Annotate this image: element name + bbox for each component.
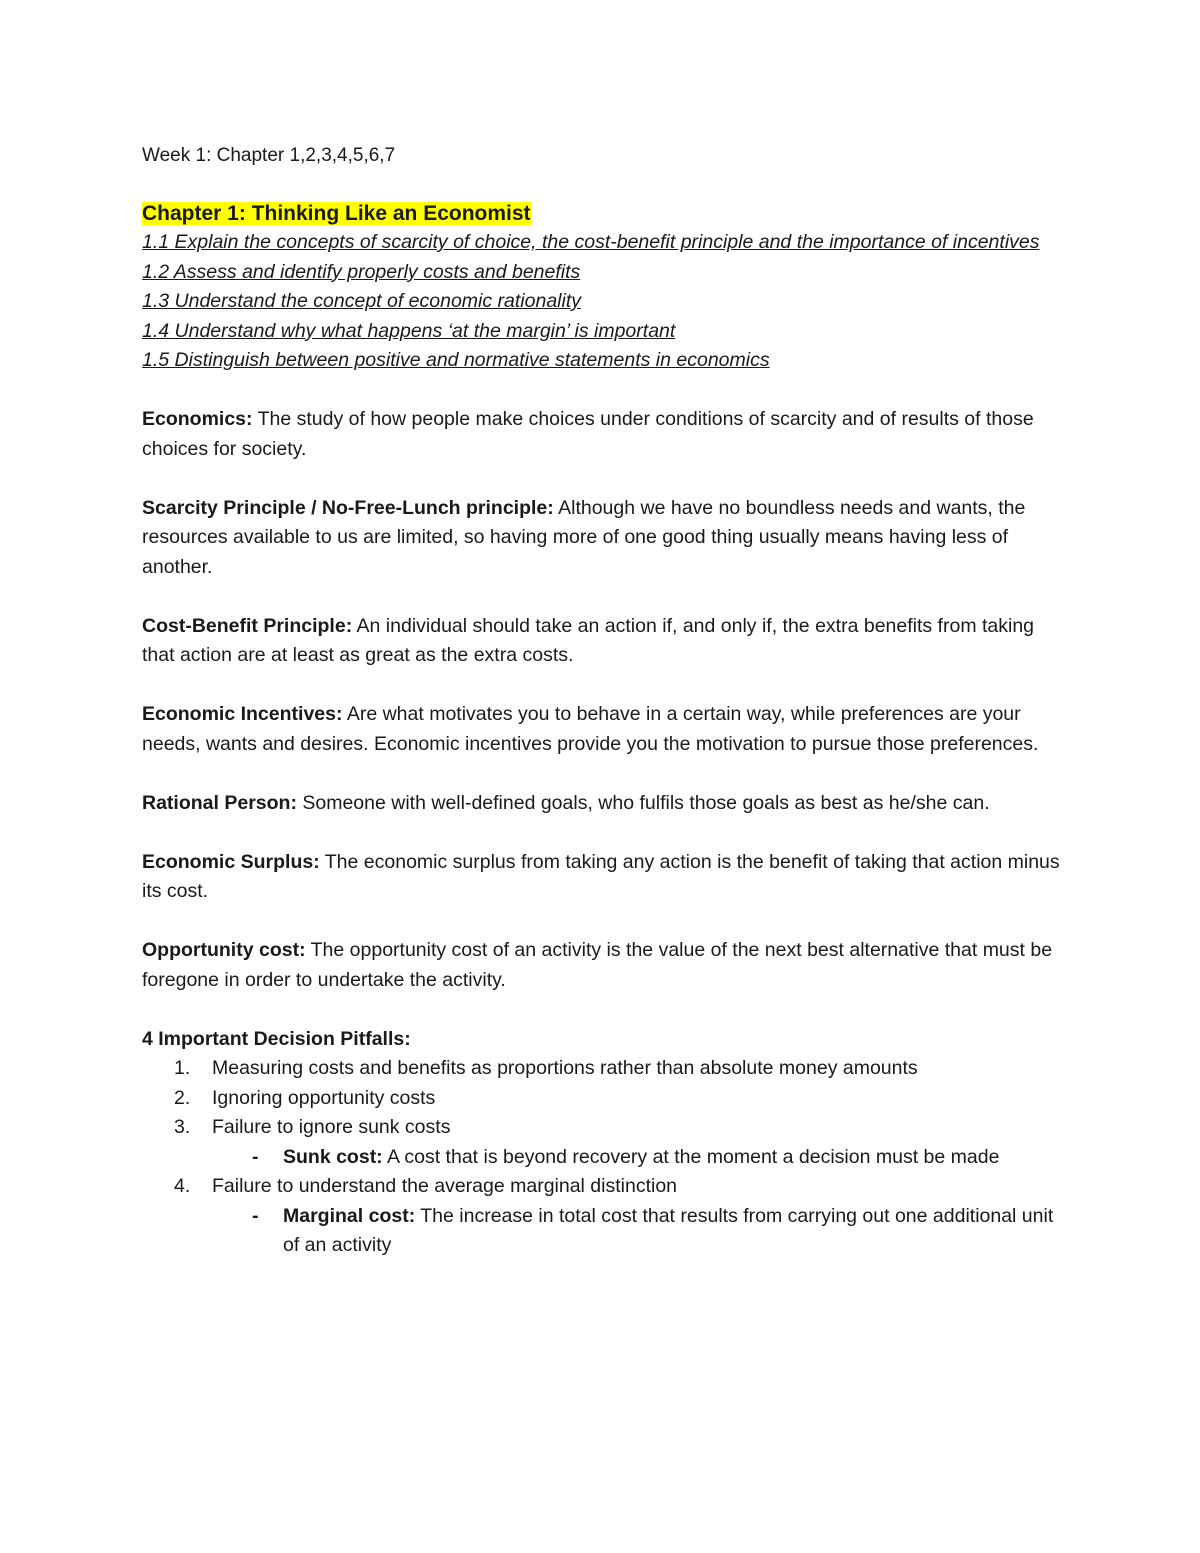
objective-item: 1.3 Understand the concept of economic rationality (142, 290, 582, 312)
list-item (142, 1054, 1062, 1084)
objective-item: 1.2 Assess and identify properly costs and benefits (142, 260, 581, 283)
sub-definition-sunk-cost (212, 1143, 1062, 1173)
list-number: 2. (174, 1086, 191, 1109)
dash-bullet: - (252, 1145, 259, 1168)
chapter-title (142, 199, 1062, 228)
objective-item: 1.4 Understand why what happens ‘at the margin’ is important (142, 319, 676, 342)
definition-text: The opportunity cost of an activity is the value of the next best alternative that must be foregone in order to undertake the activity. (142, 939, 1053, 991)
list-item (142, 1084, 1062, 1114)
list-item-text: Failure to understand the average marginal distinction (212, 1175, 678, 1197)
list-item-text: Failure to ignore sunk costs (212, 1116, 451, 1138)
list-item-text: Measuring costs and benefits as proportions rather than absolute money amounts (212, 1057, 918, 1079)
definition-term: Opportunity cost: (142, 939, 306, 961)
definition-term: Economic Surplus: (142, 850, 320, 873)
list-item (142, 1113, 1062, 1172)
definition-text: A cost that is beyond recovery at the moment a decision must be made (382, 1145, 1000, 1168)
pitfalls-heading: 4 Important Decision Pitfalls: (142, 1027, 411, 1050)
definition-text: Although we have no boundless needs and wants, the resources available to us are limited, so having more of one good thing usually means having less of another. (142, 496, 1026, 578)
dash-bullet: - (252, 1204, 259, 1227)
definition-text: Are what motivates you to behave in a certain way, while preferences are your needs, wants and desires. Economic incentives provide you the motivation to pursue those preferences. (142, 703, 1039, 755)
week-heading: Week 1: Chapter 1,2,3,4,5,6,7 (142, 145, 396, 166)
definition-rational-person (142, 789, 1062, 819)
learning-objectives (142, 228, 1062, 376)
definition-term: Marginal cost: (283, 1204, 416, 1227)
definition-term: Economics: (142, 408, 253, 430)
definition-economics (142, 405, 1062, 464)
definition-cost-benefit-principle (142, 612, 1062, 671)
chapter-title-highlight: Chapter 1: Thinking Like an Economist (142, 202, 531, 225)
definition-term: Cost-Benefit Principle: (142, 614, 353, 637)
list-number: 4. (174, 1175, 191, 1197)
sub-definition-marginal-cost (212, 1202, 1062, 1261)
definition-text: The study of how people make choices under conditions of scarcity and of results of those choices for society. (142, 408, 1034, 460)
definition-economic-incentives (142, 700, 1062, 759)
definition-economic-surplus (142, 848, 1062, 907)
list-number: 1. (174, 1057, 191, 1079)
list-item-text: Ignoring opportunity costs (212, 1086, 436, 1109)
definition-opportunity-cost (142, 936, 1062, 995)
definition-text: An individual should take an action if, and only if, the extra benefits from taking that action are at least as great as the extra costs. (142, 614, 1035, 666)
definition-term: Rational Person: (142, 791, 297, 814)
objective-item: 1.1 Explain the concepts of scarcity of choice, the cost-benefit principle and the importance of incentives (142, 231, 1040, 253)
definition-text: Someone with well-defined goals, who fulfils those goals as best as he/she can. (296, 791, 990, 814)
definition-text: The increase in total cost that results from carrying out one additional unit of an activity (283, 1204, 1054, 1256)
document-body (142, 199, 1062, 1261)
definition-term: Scarcity Principle / No-Free-Lunch principle: (142, 496, 554, 519)
definition-scarcity-principle (142, 494, 1062, 583)
list-item (142, 1172, 1062, 1261)
objective-item: 1.5 Distinguish between positive and normative statements in economics (142, 349, 770, 371)
definition-term: Sunk cost: (283, 1145, 383, 1168)
definition-term: Economic Incentives: (142, 703, 343, 725)
list-number: 3. (174, 1116, 191, 1138)
pitfalls-list (142, 1054, 1062, 1261)
definition-text: The economic surplus from taking any action is the benefit of taking that action minus its cost. (142, 850, 1060, 902)
